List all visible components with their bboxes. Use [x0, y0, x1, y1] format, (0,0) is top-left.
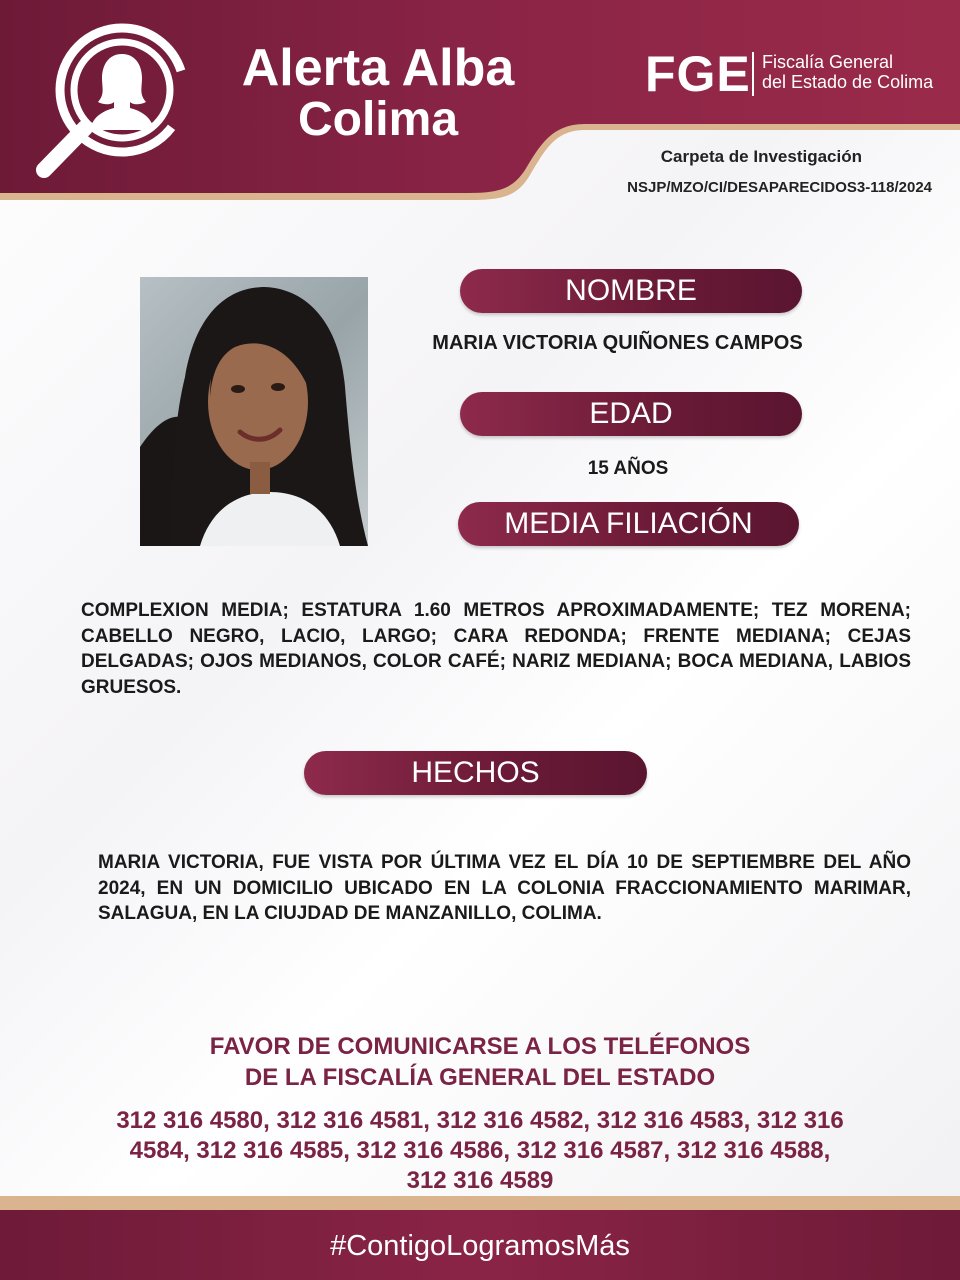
alert-title-line1: Alerta Alba — [241, 39, 515, 97]
org-line1: Fiscalía General — [762, 52, 894, 72]
carpeta-number: NSJP/MZO/CI/DESAPARECIDOS3-118/2024 — [627, 179, 932, 196]
filiacion-text: COMPLEXION MEDIA; ESTATURA 1.60 METROS APROXIMADAMENTE; TEZ MORENA; CABELLO NEGRO, LACIO, LARGO; CARA REDONDA; FRENTE MEDIANA; CEJAS DELGADAS; OJOS MEDIANOS, COLOR CAFÉ; NARIZ MEDIANA; BOCA MEDIANA, LABIOS GRUESOS. — [81, 600, 911, 698]
contact-instructions — [0, 1031, 960, 1093]
person-photo — [140, 277, 368, 546]
carpeta-label: Carpeta de Investigación — [660, 147, 862, 166]
fge-separator — [752, 52, 754, 96]
nombre-label: NOMBRE — [460, 269, 802, 313]
carpeta-block — [560, 147, 932, 196]
fge-logo-text: FGE — [645, 46, 751, 102]
org-line2: del Estado de Colima — [762, 72, 934, 92]
phones-line3: 312 316 4589 — [406, 1167, 554, 1194]
phone-numbers — [0, 1106, 960, 1196]
nombre-value: MARIA VICTORIA QUIÑONES CAMPOS — [432, 332, 803, 354]
alert-title-line2: Colima — [297, 93, 459, 146]
filiacion-label: MEDIA FILIACIÓN — [458, 502, 799, 546]
phones-line1: 312 316 4580, 312 316 4581, 312 316 4582, 312 316 4583, 312 316 — [116, 1107, 844, 1134]
edad-label: EDAD — [460, 392, 802, 436]
hechos-label: HECHOS — [304, 751, 647, 795]
contact-line1: FAVOR DE COMUNICARSE A LOS TELÉFONOS — [209, 1033, 751, 1060]
hechos-text: MARIA VICTORIA, FUE VISTA POR ÚLTIMA VEZ EL DÍA 10 DE SEPTIEMBRE DEL AÑO 2024, EN UN DOMICILIO UBICADO EN LA COLONIA FRACCIONAMIENTO MARIMAR, SALAGUA, EN LA CIUJDAD DE MANZANILLO, COLIMA. — [98, 852, 911, 924]
contact-line2: DE LA FISCALÍA GENERAL DEL ESTADO — [244, 1064, 716, 1091]
phones-line2: 4584, 312 316 4585, 312 316 4586, 312 316 4587, 312 316 4588, — [129, 1137, 831, 1164]
header-banner — [0, 0, 960, 205]
footer-hashtag: #ContigoLogramosMás — [330, 1230, 630, 1262]
fge-org-name — [762, 52, 933, 92]
edad-value: 15 AÑOS — [587, 458, 669, 479]
magnifier-woman-icon — [30, 20, 195, 185]
alert-title — [218, 39, 538, 146]
